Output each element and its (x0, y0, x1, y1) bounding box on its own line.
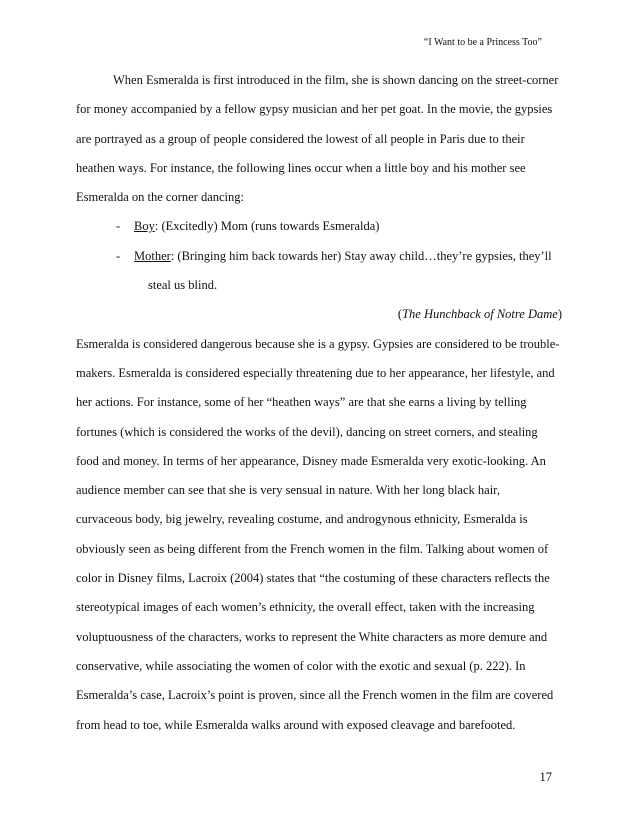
citation-title: The Hunchback of Notre Dame (402, 307, 558, 322)
paragraph-line: stereotypical images of each women’s ethnicity, the overall effect, taken with the increasing (76, 600, 535, 615)
running-header: “I Want to be a Princess Too” (423, 37, 542, 48)
dialogue-text: : (Bringing him back towards her) Stay away child…they’re gypsies, they’ll (170, 248, 552, 263)
speaker-name: Boy (134, 219, 155, 234)
list-dash: - (116, 248, 121, 263)
dialogue-text: : (Excitedly) Mom (runs towards Esmeralda) (154, 219, 380, 234)
page-number: 17 (539, 770, 552, 784)
paragraph-line: her actions. For instance, some of her “heathen ways” are that she earns a living by telling (76, 395, 527, 410)
dialogue-line-mother (76, 246, 562, 275)
dialogue-line-boy (76, 216, 562, 245)
paragraph-line: audience member can see that she is very sensual in nature. With her long black hair, (76, 483, 500, 498)
citation-close-paren: ) (557, 307, 562, 322)
paragraph-analysis (76, 334, 562, 744)
paragraph-line: for money accompanied by a fellow gypsy musician and her pet goat. In the movie, the gypsies (76, 102, 553, 117)
citation-open-paren: ( (397, 307, 403, 322)
document-body (76, 70, 562, 744)
paragraph-line: are portrayed as a group of people considered the lowest of all people in Paris due to their (76, 131, 525, 146)
dialogue-continuation: steal us blind. (148, 278, 218, 293)
dialogue-block (76, 216, 562, 304)
paragraph-line: voluptuousness of the characters, works to represent the White characters as more demure and (76, 629, 548, 644)
paragraph-line: food and money. In terms of her appearance, Disney made Esmeralda very exotic-looking. An (76, 453, 546, 468)
paragraph-line: obviously seen as being different from the French women in the film. Talking about women of (76, 541, 549, 556)
paragraph-line: makers. Esmeralda is considered especially threatening due to her appearance, her lifestyle, and (76, 365, 555, 380)
list-dash: - (116, 219, 121, 234)
paragraph-line: Esmeralda’s case, Lacroix’s point is proven, since all the French women in the film are covered (76, 688, 554, 703)
paragraph-line: conservative, while associating the women of color with the exotic and sexual (p. 222). In (76, 658, 526, 673)
paragraph-line: from head to toe, while Esmeralda walks around with exposed cleavage and barefooted. (76, 717, 516, 732)
paragraph-line: curvaceous body, big jewelry, revealing costume, and androgynous ethnicity, Esmeralda is (76, 512, 528, 527)
paragraph-line: When Esmeralda is first introduced in the film, she is shown dancing on the street-corner (113, 73, 559, 87)
paragraph-intro (76, 70, 562, 216)
paragraph-line: heathen ways. For instance, the following lines occur when a little boy and his mother see (76, 160, 526, 175)
paragraph-line: fortunes (which is considered the works of the devil), dancing on street corners, and stealing (76, 424, 538, 439)
paragraph-line: color in Disney films, Lacroix (2004) states that “the costuming of these characters reflects the (76, 571, 550, 586)
paragraph-line: Esmeralda on the corner dancing: (76, 190, 244, 205)
paragraph-line: Esmeralda is considered dangerous because she is a gypsy. Gypsies are considered to be trouble- (76, 336, 560, 351)
speaker-name: Mother (134, 248, 171, 263)
film-citation (76, 304, 562, 333)
